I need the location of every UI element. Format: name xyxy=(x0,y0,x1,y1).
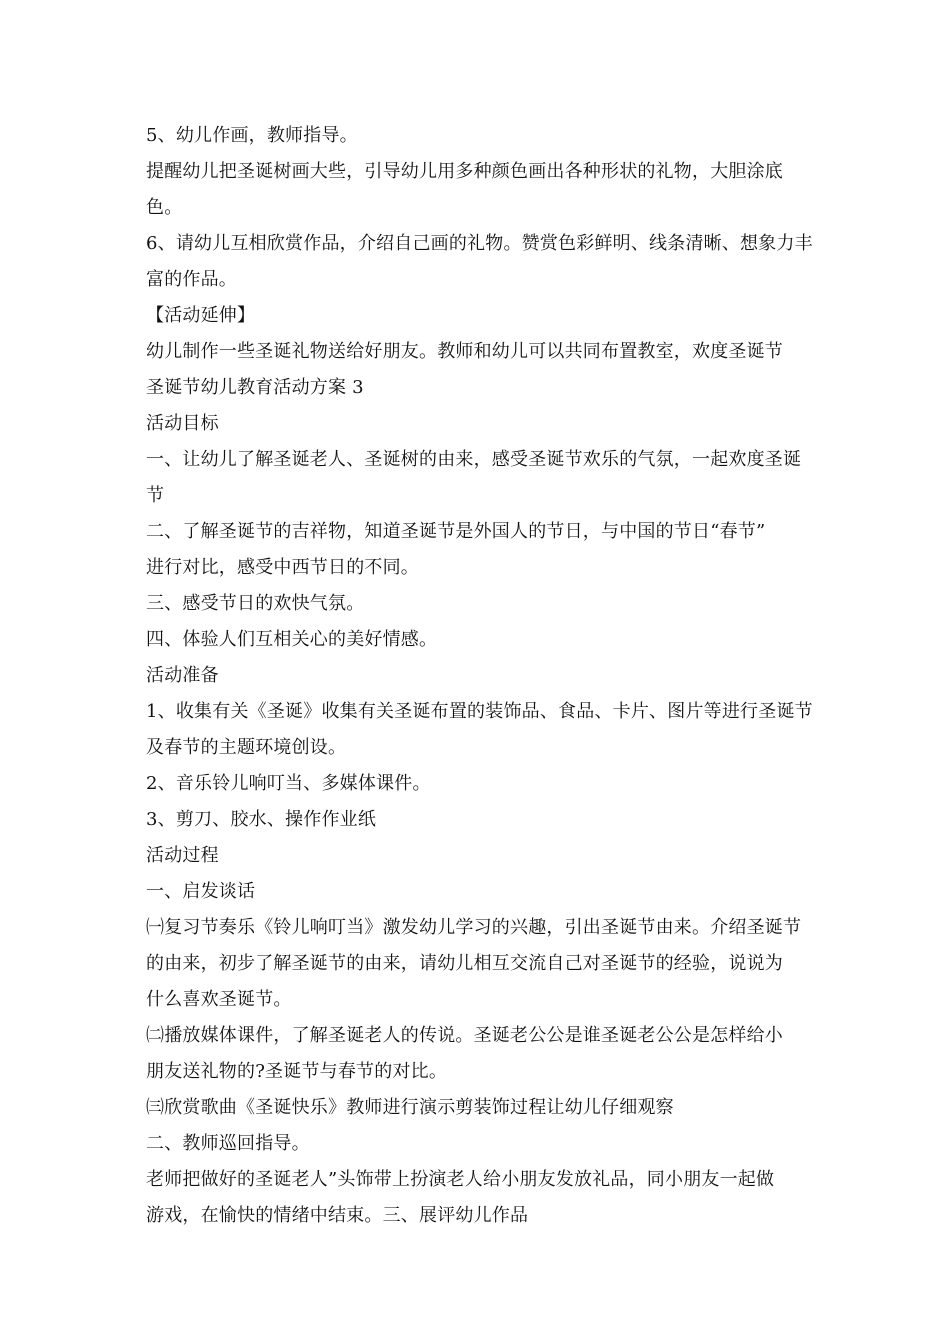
text-line: 富的作品。 xyxy=(146,269,237,290)
document-title: 圣诞节幼儿教育活动方案 3 xyxy=(146,377,364,398)
section-heading: 活动过程 xyxy=(146,845,219,866)
section-heading: 活动准备 xyxy=(146,665,219,686)
text-line: 老师把做好的圣诞老人”头饰带上扮演老人给小朋友发放礼品，同小朋友一起做 xyxy=(146,1169,775,1190)
text-line: 提醒幼儿把圣诞树画大些，引导幼儿用多种颜色画出各种形状的礼物，大胆涂底 xyxy=(146,161,783,182)
text-line: ㈡播放媒体课件，了解圣诞老人的传说。圣诞老公公是谁圣诞老公公是怎样给小 xyxy=(146,1025,783,1046)
document-body xyxy=(146,118,813,1234)
text-line: 三、感受节日的欢快气氛。 xyxy=(146,593,365,614)
text-line: 节 xyxy=(146,485,165,506)
text-line: 一、启发谈话 xyxy=(146,881,256,902)
text-line: 一、让幼儿了解圣诞老人、圣诞树的由来，感受圣诞节欢乐的气氛，一起欢度圣诞 xyxy=(146,449,802,470)
text-line: 二、教师巡回指导。 xyxy=(146,1133,310,1154)
text-line: ㈠复习节奏乐《铃儿响叮当》激发幼儿学习的兴趣，引出圣诞节由来。介绍圣诞节 xyxy=(146,917,802,938)
text-line: 1、收集有关《圣诞》收集有关圣诞布置的装饰品、食品、卡片、图片等进行圣诞节 xyxy=(146,701,813,722)
text-line: 6、请幼儿互相欣赏作品，介绍自己画的礼物。赞赏色彩鲜明、线条清晰、想象力丰 xyxy=(146,233,813,254)
text-line: 色。 xyxy=(146,197,183,218)
text-line: 什么喜欢圣诞节。 xyxy=(146,989,292,1010)
text-line: 及春节的主题环境创设。 xyxy=(146,737,347,758)
section-heading: 【活动延伸】 xyxy=(146,305,256,326)
text-line: 幼儿制作一些圣诞礼物送给好朋友。教师和幼儿可以共同布置教室，欢度圣诞节 xyxy=(146,341,783,362)
text-line: 朋友送礼物的?圣诞节与春节的对比。 xyxy=(146,1061,448,1082)
text-line: 2、音乐铃儿响叮当、多媒体课件。 xyxy=(146,773,431,794)
text-line: 二、了解圣诞节的吉祥物，知道圣诞节是外国人的节日，与中国的节日“春节” xyxy=(146,521,766,542)
text-line: 进行对比，感受中西节日的不同。 xyxy=(146,557,419,578)
text-line: 四、体验人们互相关心的美好情感。 xyxy=(146,629,438,650)
text-line: ㈢欣赏歌曲《圣诞快乐》教师进行演示剪装饰过程让幼儿仔细观察 xyxy=(146,1097,674,1118)
text-line: 3、剪刀、胶水、操作作业纸 xyxy=(146,809,377,830)
text-line: 5、幼儿作画，教师指导。 xyxy=(146,125,358,146)
text-line: 游戏，在愉快的情绪中结束。三、展评幼儿作品 xyxy=(146,1205,529,1226)
text-line: 的由来，初步了解圣诞节的由来，请幼儿相互交流自己对圣诞节的经验，说说为 xyxy=(146,953,783,974)
section-heading: 活动目标 xyxy=(146,413,219,434)
